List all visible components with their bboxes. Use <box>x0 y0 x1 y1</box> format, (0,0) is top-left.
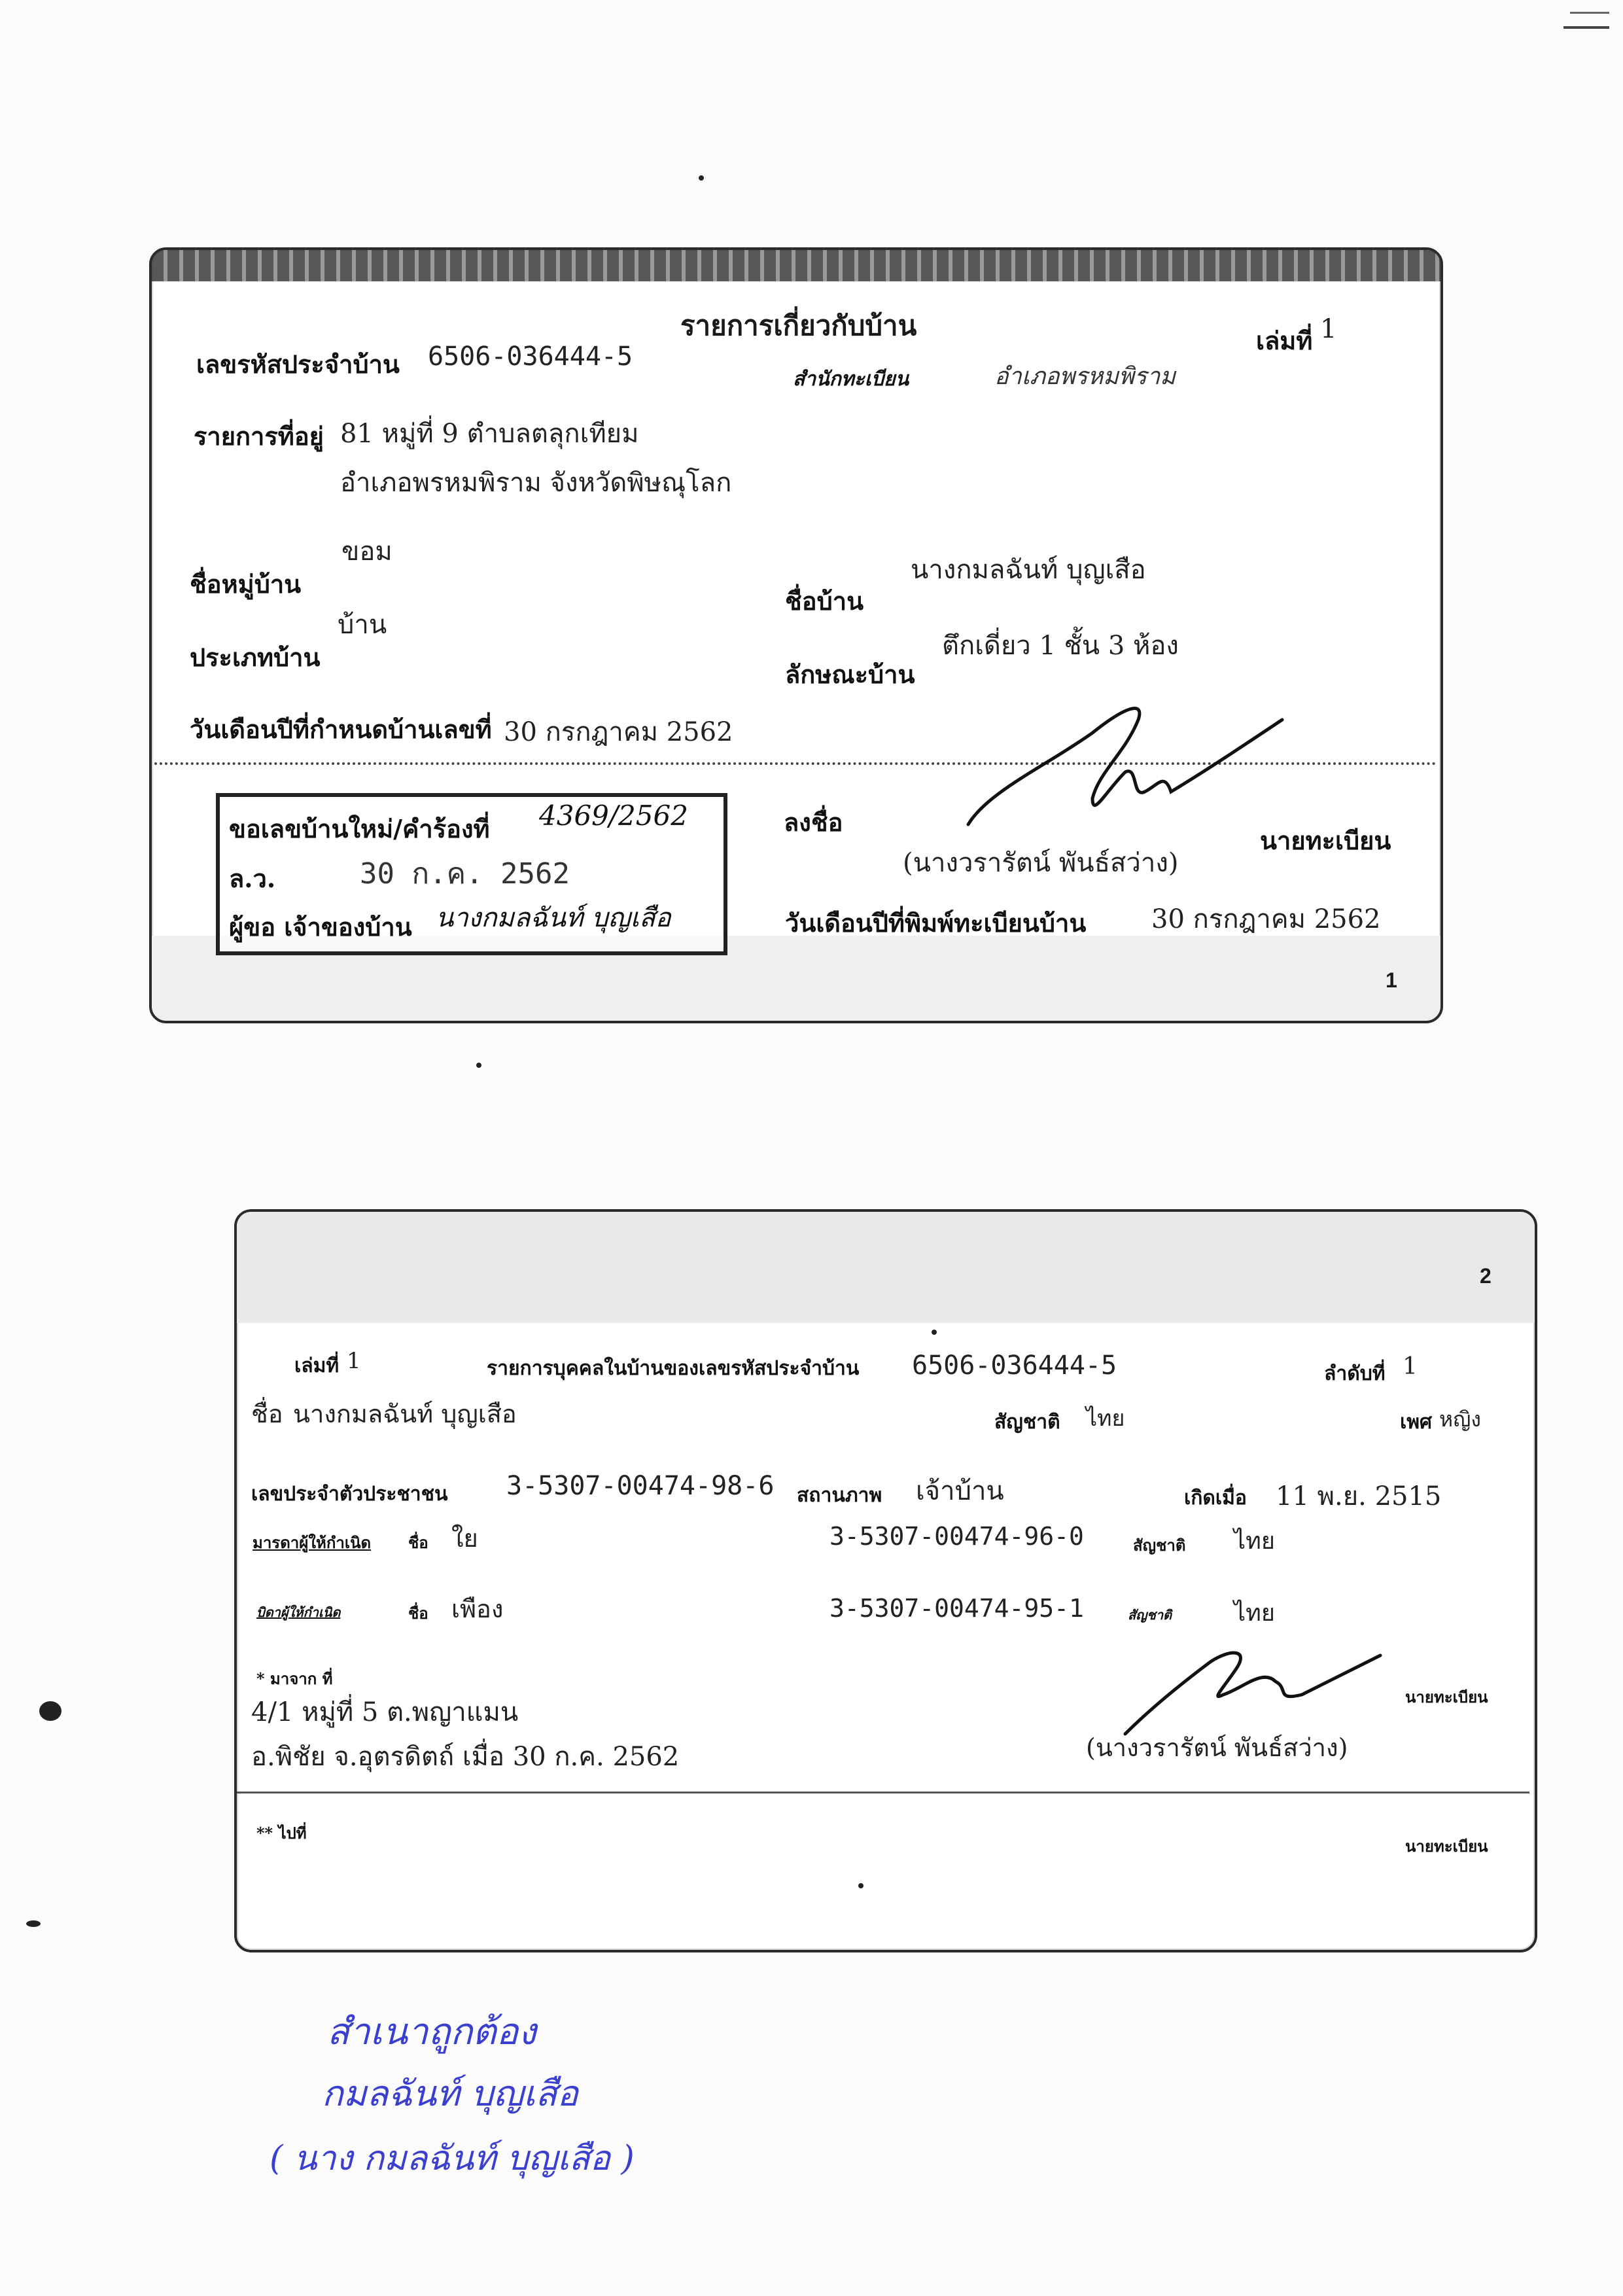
nationality-value: ไทย <box>1086 1405 1125 1432</box>
person-details-card <box>234 1209 1537 1952</box>
certified-copy-note: สำเนาถูกต้อง <box>327 2011 536 2053</box>
order-label: ลำดับที่ <box>1324 1362 1386 1385</box>
scan-speck <box>932 1330 937 1335</box>
sex-label: เพศ <box>1400 1411 1433 1434</box>
father-name-value: เพือง <box>451 1595 504 1623</box>
handwritten-signature-name: กมลฉันท์ บุญเสือ <box>322 2073 578 2114</box>
card2-book-label: เล่มที่ <box>294 1354 340 1377</box>
status-label: สถานภาพ <box>797 1484 882 1507</box>
village-label: ชื่อหมู่บ้าน <box>190 569 302 599</box>
address-label: รายการที่อยู่ <box>194 421 324 451</box>
house-name-label: ชื่อบ้าน <box>785 586 864 616</box>
scan-speck <box>476 1063 481 1068</box>
order-value: 1 <box>1403 1353 1418 1380</box>
father-label: บิดาผู้ให้กำเนิด <box>256 1604 341 1620</box>
print-date-value: 30 กรกฎาคม 2562 <box>1151 904 1381 934</box>
stamp-date-value: 30 ก.ค. 2562 <box>360 857 570 891</box>
request-stamp <box>216 793 727 955</box>
assigned-date-label: วันเดือนปีที่กำหนดบ้านเลขที่ <box>190 715 492 744</box>
house-type-value: บ้าน <box>338 610 387 640</box>
card-perforation-band <box>152 250 1440 281</box>
house-type-label: ประเภทบ้าน <box>190 643 321 672</box>
father-nationality-label: สัญชาติ <box>1128 1607 1172 1623</box>
assigned-date-value: 30 กรกฎาคม 2562 <box>504 717 733 747</box>
moved-from-label: * มาจาก ที่ <box>256 1669 333 1688</box>
corner-mark <box>1570 12 1609 14</box>
card2-header-band <box>237 1212 1535 1323</box>
scan-speck <box>858 1883 864 1888</box>
card2-book-value: 1 <box>347 1348 361 1374</box>
stamp-request-label: ขอเลขบ้านใหม่/คำร้องที่ <box>229 814 490 843</box>
sign-label: ลงชื่อ <box>784 807 843 837</box>
registrar-signature <box>929 694 1295 851</box>
card2-house-code: 6506-036444-5 <box>912 1351 1117 1381</box>
house-code-value: 6506-036444-5 <box>428 342 633 372</box>
card1-registrar-name: (นางวรารัตน์ พันธ์สว่าง) <box>903 848 1179 878</box>
card2-page-number: 2 <box>1480 1264 1492 1288</box>
mother-name-label: ชื่อ <box>408 1533 428 1552</box>
address-line1: 81 หมู่ที่ 9 ตำบลตลุกเทียม <box>340 419 639 449</box>
card2-title: รายการบุคคลในบ้านของเลขรหัสประจำบ้าน <box>487 1357 860 1380</box>
person-name-label: ชื่อ <box>251 1400 283 1428</box>
moved-from-line1: 4/1 หมู่ที่ 5 ต.พญาแมน <box>251 1697 519 1727</box>
sex-value: หญิง <box>1439 1407 1481 1432</box>
card1-page-number: 1 <box>1386 968 1397 992</box>
father-name-label: ชื่อ <box>408 1604 428 1623</box>
status-value: เจ้าบ้าน <box>916 1476 1004 1506</box>
card1-title: รายการเกี่ยวกับบ้าน <box>680 309 917 342</box>
card2-registrar-name: (นางวรารัตน์ พันธ์สว่าง) <box>1086 1733 1348 1762</box>
moved-to-label: ** ไปที่ <box>256 1824 307 1843</box>
card2-registrar-label: นายทะเบียน <box>1405 1687 1488 1706</box>
card2-registrar-label-2: นายทะเบียน <box>1405 1837 1488 1856</box>
house-style-value: ตึกเดี่ยว 1 ชั้น 3 ห้อง <box>942 631 1179 661</box>
village-value: ขอม <box>341 537 393 567</box>
office-label: สำนักทะเบียน <box>793 368 909 391</box>
citizen-id-value: 3-5307-00474-98-6 <box>506 1471 775 1501</box>
mother-id-value: 3-5307-00474-96-0 <box>829 1522 1084 1551</box>
office-value: อำเภอพรหมพิราม <box>994 363 1176 390</box>
nationality-label: สัญชาติ <box>994 1411 1060 1434</box>
born-label: เกิดเมื่อ <box>1184 1487 1247 1510</box>
handwritten-printed-name: ( นาง กมลฉันท์ บุญเสือ ) <box>270 2139 635 2178</box>
card1-book-value: 1 <box>1320 314 1337 344</box>
card1-registrar-label: นายทะเบียน <box>1260 826 1391 855</box>
mother-name-value: ใย <box>451 1524 478 1553</box>
scan-speck <box>699 175 704 181</box>
born-value: 11 พ.ย. 2515 <box>1276 1481 1442 1511</box>
father-nationality-value: ไทย <box>1234 1600 1275 1627</box>
stamp-applicant-value: นางกมลฉันท์ บุญเสือ <box>436 903 671 933</box>
house-code-label: เลขรหัสประจำบ้าน <box>196 349 400 379</box>
card1-book-label: เล่มที่ <box>1256 326 1313 355</box>
address-line2: อำเภอพรหมพิราม จังหวัดพิษณุโลก <box>340 468 732 498</box>
house-style-label: ลักษณะบ้าน <box>785 660 915 689</box>
mother-label: มารดาผู้ให้กำเนิด <box>253 1533 372 1552</box>
scan-speck <box>26 1920 41 1927</box>
person-name-value: นางกมลฉันท์ บุญเสือ <box>293 1400 517 1428</box>
house-name-value: นางกมลฉันท์ บุญเสือ <box>911 555 1146 585</box>
corner-mark <box>1563 26 1609 29</box>
print-date-label: วันเดือนปีที่พิมพ์ทะเบียนบ้าน <box>785 908 1087 938</box>
stamp-date-label: ล.ว. <box>229 864 276 893</box>
card2-divider <box>237 1792 1529 1793</box>
moved-from-line2: อ.พิชัย จ.อุตรดิตถ์ เมื่อ 30 ก.ค. 2562 <box>251 1742 680 1772</box>
mother-nationality-label: สัญชาติ <box>1133 1536 1186 1555</box>
citizen-id-label: เลขประจำตัวประชาชน <box>251 1483 448 1506</box>
stamp-request-value: 4369/2562 <box>539 800 688 832</box>
father-id-value: 3-5307-00474-95-1 <box>829 1594 1084 1623</box>
stamp-applicant-label: ผู้ขอ เจ้าของบ้าน <box>229 912 412 942</box>
mother-nationality-value: ไทย <box>1234 1528 1275 1555</box>
scan-speck <box>39 1701 61 1721</box>
